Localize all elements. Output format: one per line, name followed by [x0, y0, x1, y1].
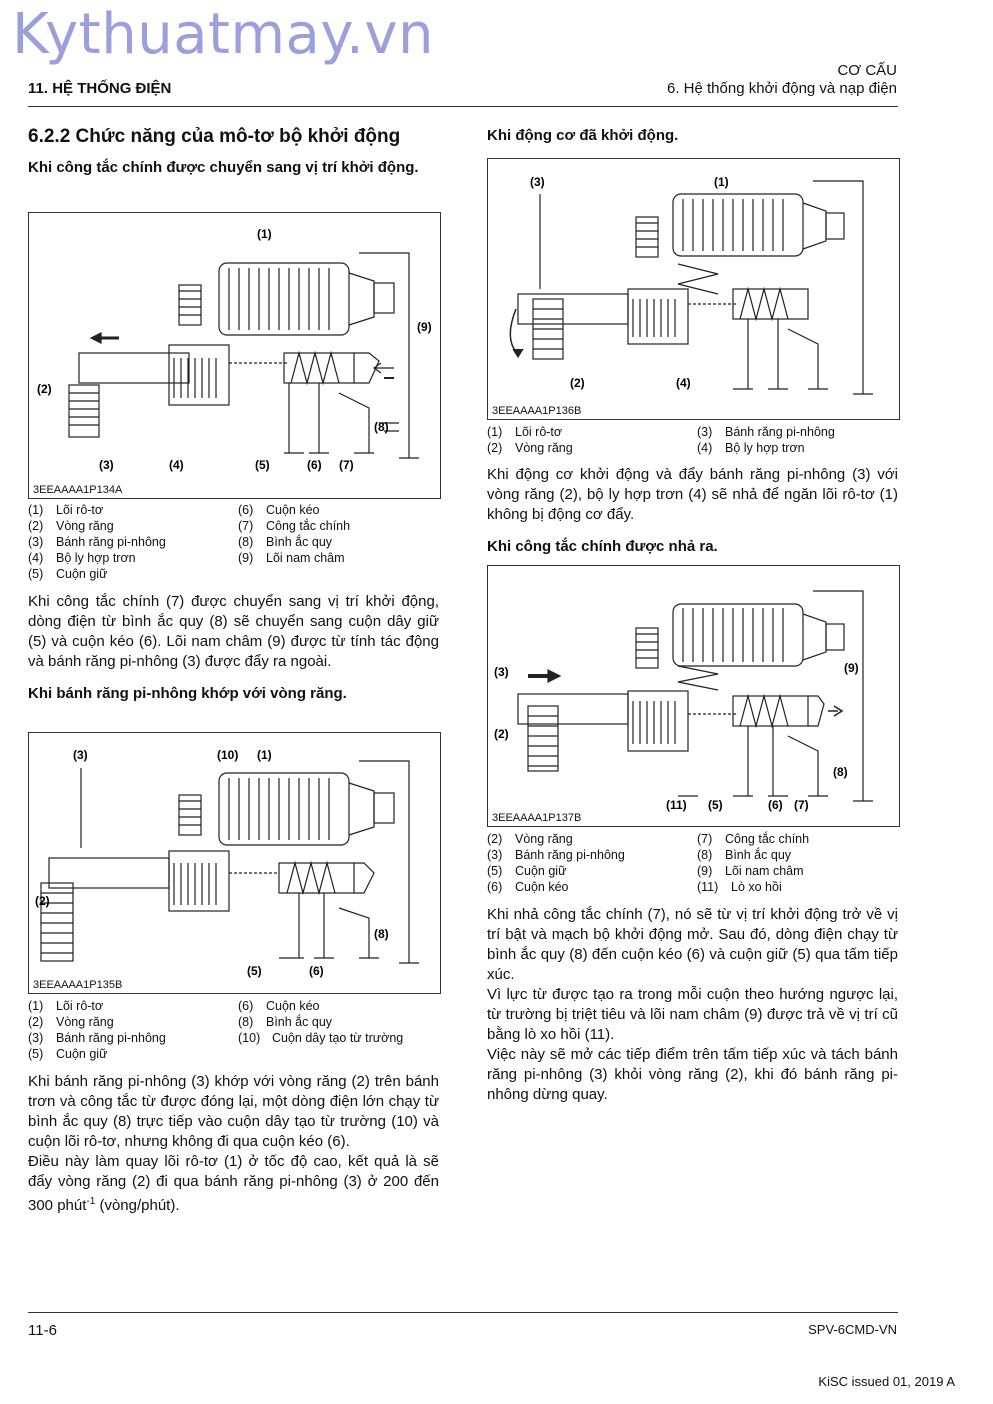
right-column-bottom [487, 905, 898, 1105]
legend-number: (8) [697, 848, 713, 862]
legend-number: (6) [238, 999, 254, 1013]
svg-text:(5): (5) [255, 458, 270, 472]
header-rule [28, 106, 898, 107]
header-section: CƠ CẤU [837, 62, 897, 79]
legend-row [28, 534, 448, 550]
figure-4 [487, 565, 900, 827]
legend-text: Cuộn dây tạo từ trường [272, 1031, 404, 1045]
legend-text: Lõi rô-tơ [56, 503, 104, 517]
legend-number: (11) [697, 880, 719, 894]
paragraph-start: Khi công tắc chính (7) được chuyển sang vị trí khởi động, dòng điện từ bình ắc quy (8) sẽ chuyển sang cuộn dây giữ (5) và cuộn kéo (6). Lõi nam châm (9) được từ tính tác động và bánh răng pi-nhông (3) được đẩy ra ngoài. [28, 593, 439, 670]
paragraph-speed-text: Điều này làm quay lõi rô-tơ (1) ở tốc độ cao, kết quả là sẽ đẩy vòng răng (2) đi qua bánh răng pi-nhông (3) ở 200 đến 300 phút [28, 1153, 439, 1214]
section-title: 6.2.2 Chức năng của mô-tơ bộ khởi động [28, 126, 401, 147]
header-chapter: 11. HỆ THỐNG ĐIỆN [28, 80, 172, 97]
legend-number: (3) [28, 535, 44, 549]
legend-number: (9) [238, 551, 254, 565]
left-column [28, 126, 439, 178]
left-column-bottom [28, 1072, 439, 1216]
legend-number: (8) [238, 535, 254, 549]
legend-number: (9) [697, 864, 713, 878]
legend-text: Bộ ly hợp trơn [56, 551, 136, 565]
legend-number: (1) [28, 999, 44, 1013]
legend-number: (6) [238, 503, 254, 517]
svg-text:(8): (8) [833, 765, 848, 779]
figure-4-legend [487, 831, 907, 895]
figure-2-legend [28, 998, 448, 1062]
subheading-engage: Khi bánh răng pi-nhông khớp với vòng răng. [28, 685, 347, 702]
svg-text:(1): (1) [257, 748, 272, 762]
legend-number: (4) [28, 551, 44, 565]
document-code: SPV-6CMD-VN [808, 1322, 897, 1337]
svg-text:(7): (7) [339, 458, 354, 472]
legend-number: (3) [697, 425, 713, 439]
legend-number: (2) [28, 1015, 44, 1029]
legend-row [487, 847, 907, 863]
legend-number: (7) [238, 519, 254, 533]
legend-row [28, 998, 448, 1014]
legend-text: Công tắc chính [266, 519, 351, 533]
legend-text: Lõi nam châm [266, 551, 345, 565]
paragraph-magnetic: Vì lực từ được tạo ra trong mỗi cuộn theo hướng ngược lại, từ trường bị triệt tiêu và lõi nam châm (9) được trả về vị trí cũ bằng lò xo hồi (11). [487, 986, 898, 1043]
svg-text:(8): (8) [374, 420, 389, 434]
paragraph-separate: Việc này sẽ mở các tiếp điểm trên tấm tiếp xúc và tách bánh răng pi-nhông (3) khỏi vòng răng (2), khi đó bánh răng pi-nhông dừng quay. [487, 1046, 898, 1103]
legend-number: (1) [487, 425, 503, 439]
figure-3-drawing [488, 159, 899, 419]
figure-3 [487, 158, 900, 420]
legend-number: (5) [487, 864, 503, 878]
legend-number: (3) [28, 1031, 44, 1045]
legend-text: Lõi nam châm [725, 864, 804, 878]
figure-3-legend [487, 424, 907, 456]
watermark-logo: Kythuatmay.vn [12, 2, 434, 67]
paragraph-speed-unit: (vòng/phút). [95, 1197, 180, 1214]
paragraph-speed-superscript: -1 [86, 1196, 96, 1207]
legend-text: Lò xo hồi [731, 880, 782, 894]
legend-text: Cuộn kéo [515, 880, 569, 894]
legend-text: Vòng răng [56, 1015, 114, 1029]
legend-row [28, 566, 448, 582]
legend-text: Bánh răng pi-nhông [725, 425, 835, 439]
legend-row [487, 440, 907, 456]
svg-text:(4): (4) [169, 458, 184, 472]
legend-number: (4) [697, 441, 713, 455]
svg-text:(8): (8) [374, 927, 389, 941]
legend-number: (10) [238, 1031, 261, 1045]
figure-2-drawing [29, 733, 440, 993]
legend-row [28, 1030, 448, 1046]
figure-4-drawing [488, 566, 899, 826]
legend-row [28, 518, 448, 534]
legend-text: Cuộn giữ [515, 864, 567, 878]
legend-row [487, 831, 907, 847]
legend-text: Cuộn giữ [56, 567, 108, 581]
svg-text:(1): (1) [257, 227, 272, 241]
svg-text:(1): (1) [714, 175, 729, 189]
legend-text: Công tắc chính [725, 832, 810, 846]
legend-text: Bánh răng pi-nhông [56, 1031, 166, 1045]
legend-row [487, 879, 907, 895]
right-column [487, 126, 898, 146]
legend-text: Bánh răng pi-nhông [515, 848, 625, 862]
svg-text:(11): (11) [666, 798, 687, 812]
svg-text:(5): (5) [247, 964, 262, 978]
svg-text:(9): (9) [417, 320, 432, 334]
legend-text: Vòng răng [515, 441, 573, 455]
legend-text: Cuộn kéo [266, 999, 320, 1013]
svg-text:(3): (3) [99, 458, 114, 472]
legend-number: (2) [487, 832, 503, 846]
legend-text: Bình ắc quy [266, 1015, 333, 1029]
svg-text:(6): (6) [768, 798, 783, 812]
legend-row [28, 1046, 448, 1062]
figure-2-code: 3EEAAAA1P135B [33, 979, 123, 991]
svg-text:(2): (2) [494, 727, 509, 741]
svg-text:(3): (3) [530, 175, 545, 189]
legend-row [487, 424, 907, 440]
figure-3-code: 3EEAAAA1P136B [492, 405, 582, 417]
legend-number: (5) [28, 1047, 44, 1061]
paragraph-engage: Khi bánh răng pi-nhông (3) khớp với vòng răng (2) trên bánh trơn và công tắc từ được đóng lại, một dòng điện lớn chạy từ bình ắc quy (8) trực tiếp vào cuộn dây tạo từ trường (10) và cuộn lõi rô-tơ, nhưng không đi qua cuộn kéo (6). [28, 1073, 439, 1150]
header-subsection: 6. Hệ thống khởi động và nạp điện [666, 80, 897, 97]
legend-text: Cuộn kéo [266, 503, 320, 517]
svg-text:(7): (7) [794, 798, 809, 812]
legend-text: Vòng răng [56, 519, 114, 533]
left-column-mid [28, 592, 439, 704]
svg-text:(2): (2) [570, 376, 585, 390]
legend-number: (2) [487, 441, 503, 455]
legend-row [28, 1014, 448, 1030]
page-number: 11-6 [28, 1322, 57, 1339]
right-column-mid [487, 465, 898, 557]
issue-info: KiSC issued 01, 2019 A [818, 1374, 955, 1389]
legend-row [28, 502, 448, 518]
svg-text:(3): (3) [73, 748, 88, 762]
svg-text:(3): (3) [494, 665, 509, 679]
legend-text: Lõi rô-tơ [515, 425, 563, 439]
svg-text:(10): (10) [217, 748, 239, 762]
figure-1-code: 3EEAAAA1P134A [33, 484, 123, 496]
svg-text:(2): (2) [35, 894, 50, 908]
svg-text:(6): (6) [307, 458, 322, 472]
svg-text:(6): (6) [309, 964, 324, 978]
legend-text: Vòng răng [515, 832, 573, 846]
legend-number: (6) [487, 880, 503, 894]
legend-text: Bộ ly hợp trơn [725, 441, 805, 455]
legend-text: Bình ắc quy [266, 535, 333, 549]
paragraph-release: Khi nhả công tắc chính (7), nó sẽ từ vị trí khởi động trở về vị trí bật và mạch bộ khởi động mở. Sau đó, dòng điện chạy từ bình ắc quy (8) đến cuộn kéo (6) và cuộn giữ (5) qua tấm tiếp xúc. [487, 906, 898, 983]
legend-text: Bánh răng pi-nhông [56, 535, 166, 549]
legend-text: Bình ắc quy [725, 848, 792, 862]
legend-number: (5) [28, 567, 44, 581]
subheading-switch-released: Khi công tắc chính được nhả ra. [487, 538, 718, 555]
legend-number: (1) [28, 503, 44, 517]
figure-4-code: 3EEAAAA1P137B [492, 812, 582, 824]
figure-2 [28, 732, 441, 994]
svg-text:(5): (5) [708, 798, 723, 812]
paragraph-speed [28, 1152, 439, 1216]
legend-text: Cuộn giữ [56, 1047, 108, 1061]
legend-number: (7) [697, 832, 713, 846]
legend-number: (2) [28, 519, 44, 533]
footer-rule [28, 1312, 898, 1313]
legend-number: (8) [238, 1015, 254, 1029]
figure-1-drawing [29, 213, 440, 498]
figure-1-legend [28, 502, 448, 582]
svg-text:(9): (9) [844, 661, 859, 675]
legend-text: Lõi rô-tơ [56, 999, 104, 1013]
legend-row [487, 863, 907, 879]
subheading-start: Khi công tắc chính được chuyển sang vị trí khởi động. [28, 159, 419, 176]
paragraph-engine-started: Khi động cơ khởi động và đẩy bánh răng pi-nhông (3) với vòng răng (2), bộ ly hợp trơn (4) sẽ nhả để ngăn lõi rô-tơ (1) không bị động cơ đẩy. [487, 466, 898, 523]
svg-text:(2): (2) [37, 382, 52, 396]
svg-text:(4): (4) [676, 376, 691, 390]
figure-1 [28, 212, 441, 499]
legend-number: (3) [487, 848, 503, 862]
subheading-engine-started: Khi động cơ đã khởi động. [487, 127, 679, 144]
legend-row [28, 550, 448, 566]
